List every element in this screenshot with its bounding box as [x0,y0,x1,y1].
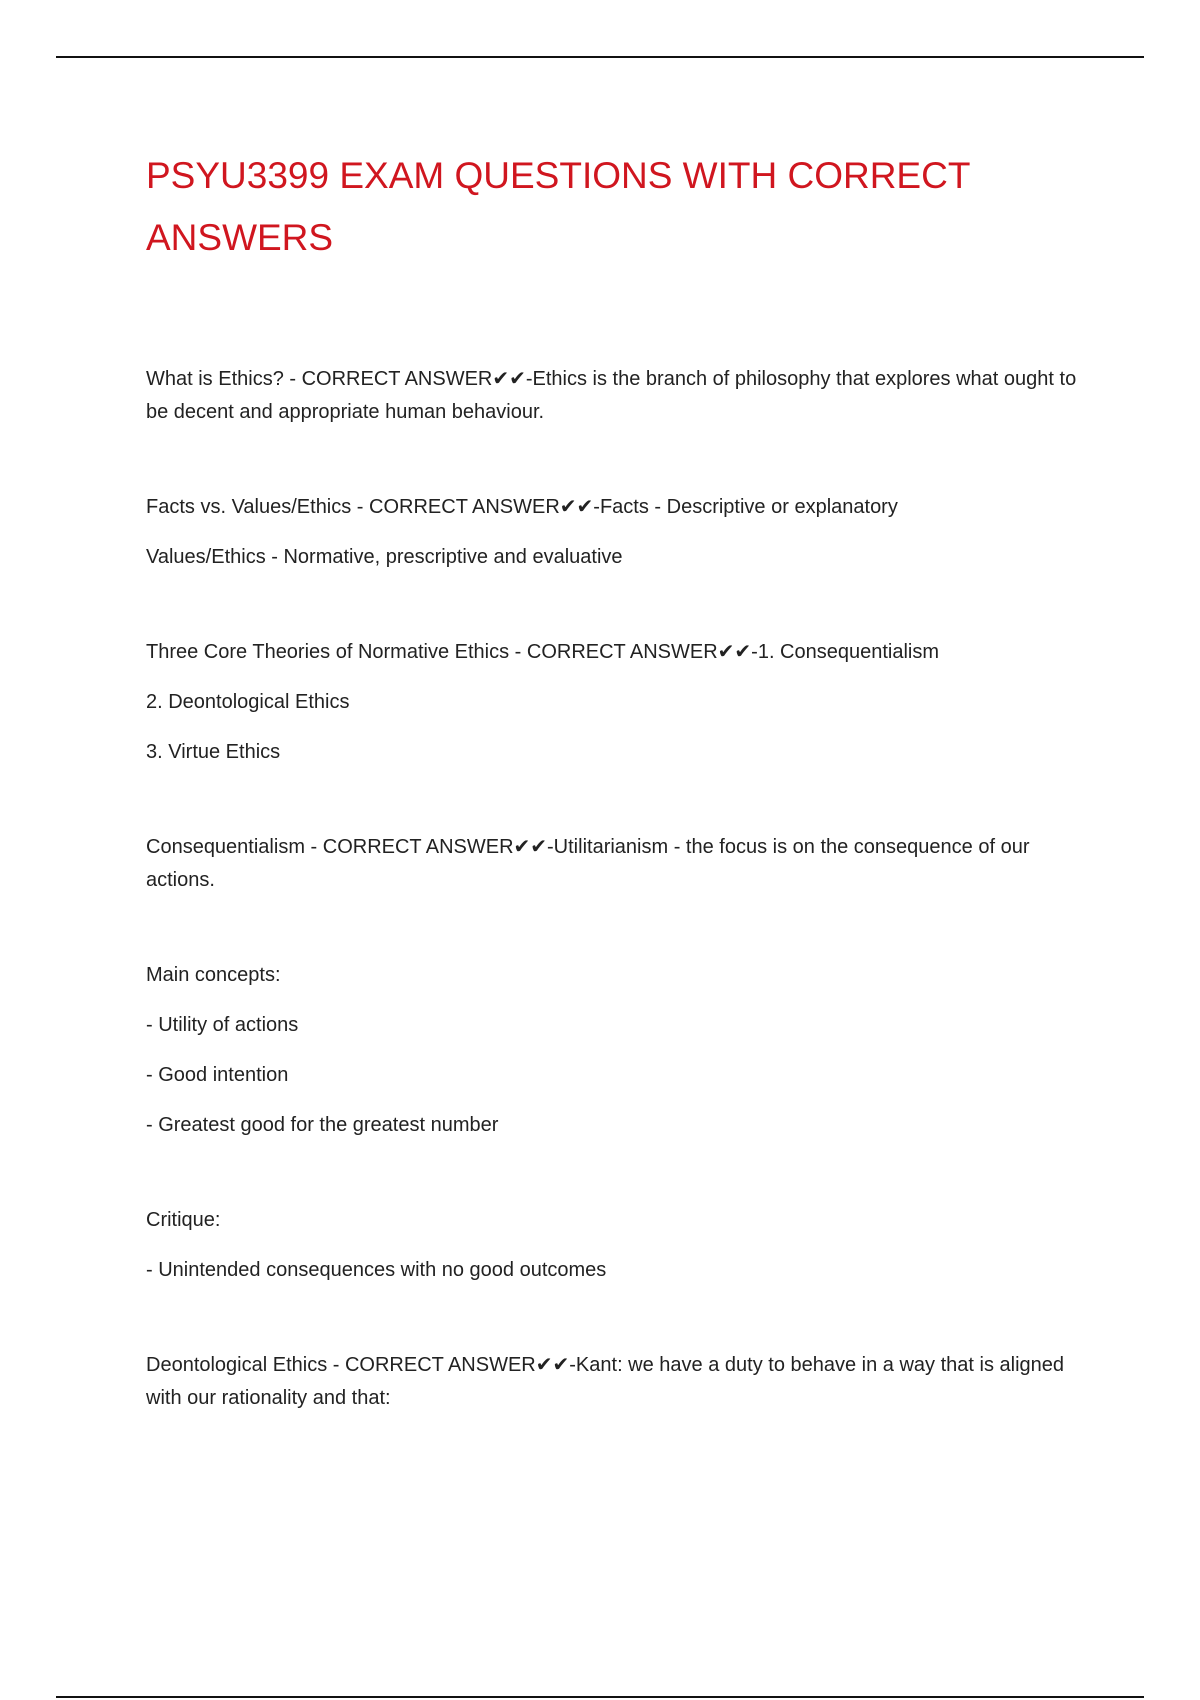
list-item: - Utility of actions [146,1014,299,1036]
bottom-rule [56,1696,1144,1698]
qa-block-facts-values [146,491,1086,574]
list-item: - Greatest good for the greatest number [146,1114,499,1136]
qa-line: Three Core Theories of Normative Ethics - CORRECT ANSWER✔✔-1. Consequentialism [146,641,940,663]
qa-line: Deontological Ethics - CORRECT ANSWER✔✔-Kant: we have a duty to behave in a way that is aligned with our rationality and that: [146,1354,1065,1409]
qa-block-core-theories [146,636,1086,769]
list-item: - Unintended consequences with no good outcomes [146,1259,607,1281]
list-heading: Critique: [146,1209,221,1231]
qa-block-consequentialism [146,831,1086,897]
qa-line: Consequentialism - CORRECT ANSWER✔✔-Utilitarianism - the focus is on the consequence of our actions. [146,836,1030,891]
main-concepts-block [146,959,1086,1142]
qa-line: What is Ethics? - CORRECT ANSWER✔✔-Ethics is the branch of philosophy that explores what ought to be decent and appropriate human behaviour. [146,368,1077,423]
qa-line: 3. Virtue Ethics [146,741,281,763]
list-heading: Main concepts: [146,964,281,986]
document-body [146,145,1086,1477]
qa-block-deontological [146,1349,1086,1415]
critique-block [146,1204,1086,1287]
qa-block-ethics [146,363,1086,429]
top-rule [56,56,1144,58]
qa-line: 2. Deontological Ethics [146,691,350,713]
document-title: PSYU3399 EXAM QUESTIONS WITH CORRECT ANSWERS [146,155,970,258]
qa-line: Values/Ethics - Normative, prescriptive and evaluative [146,546,623,568]
qa-line: Facts vs. Values/Ethics - CORRECT ANSWER✔✔-Facts - Descriptive or explanatory [146,496,898,518]
list-item: - Good intention [146,1064,289,1086]
